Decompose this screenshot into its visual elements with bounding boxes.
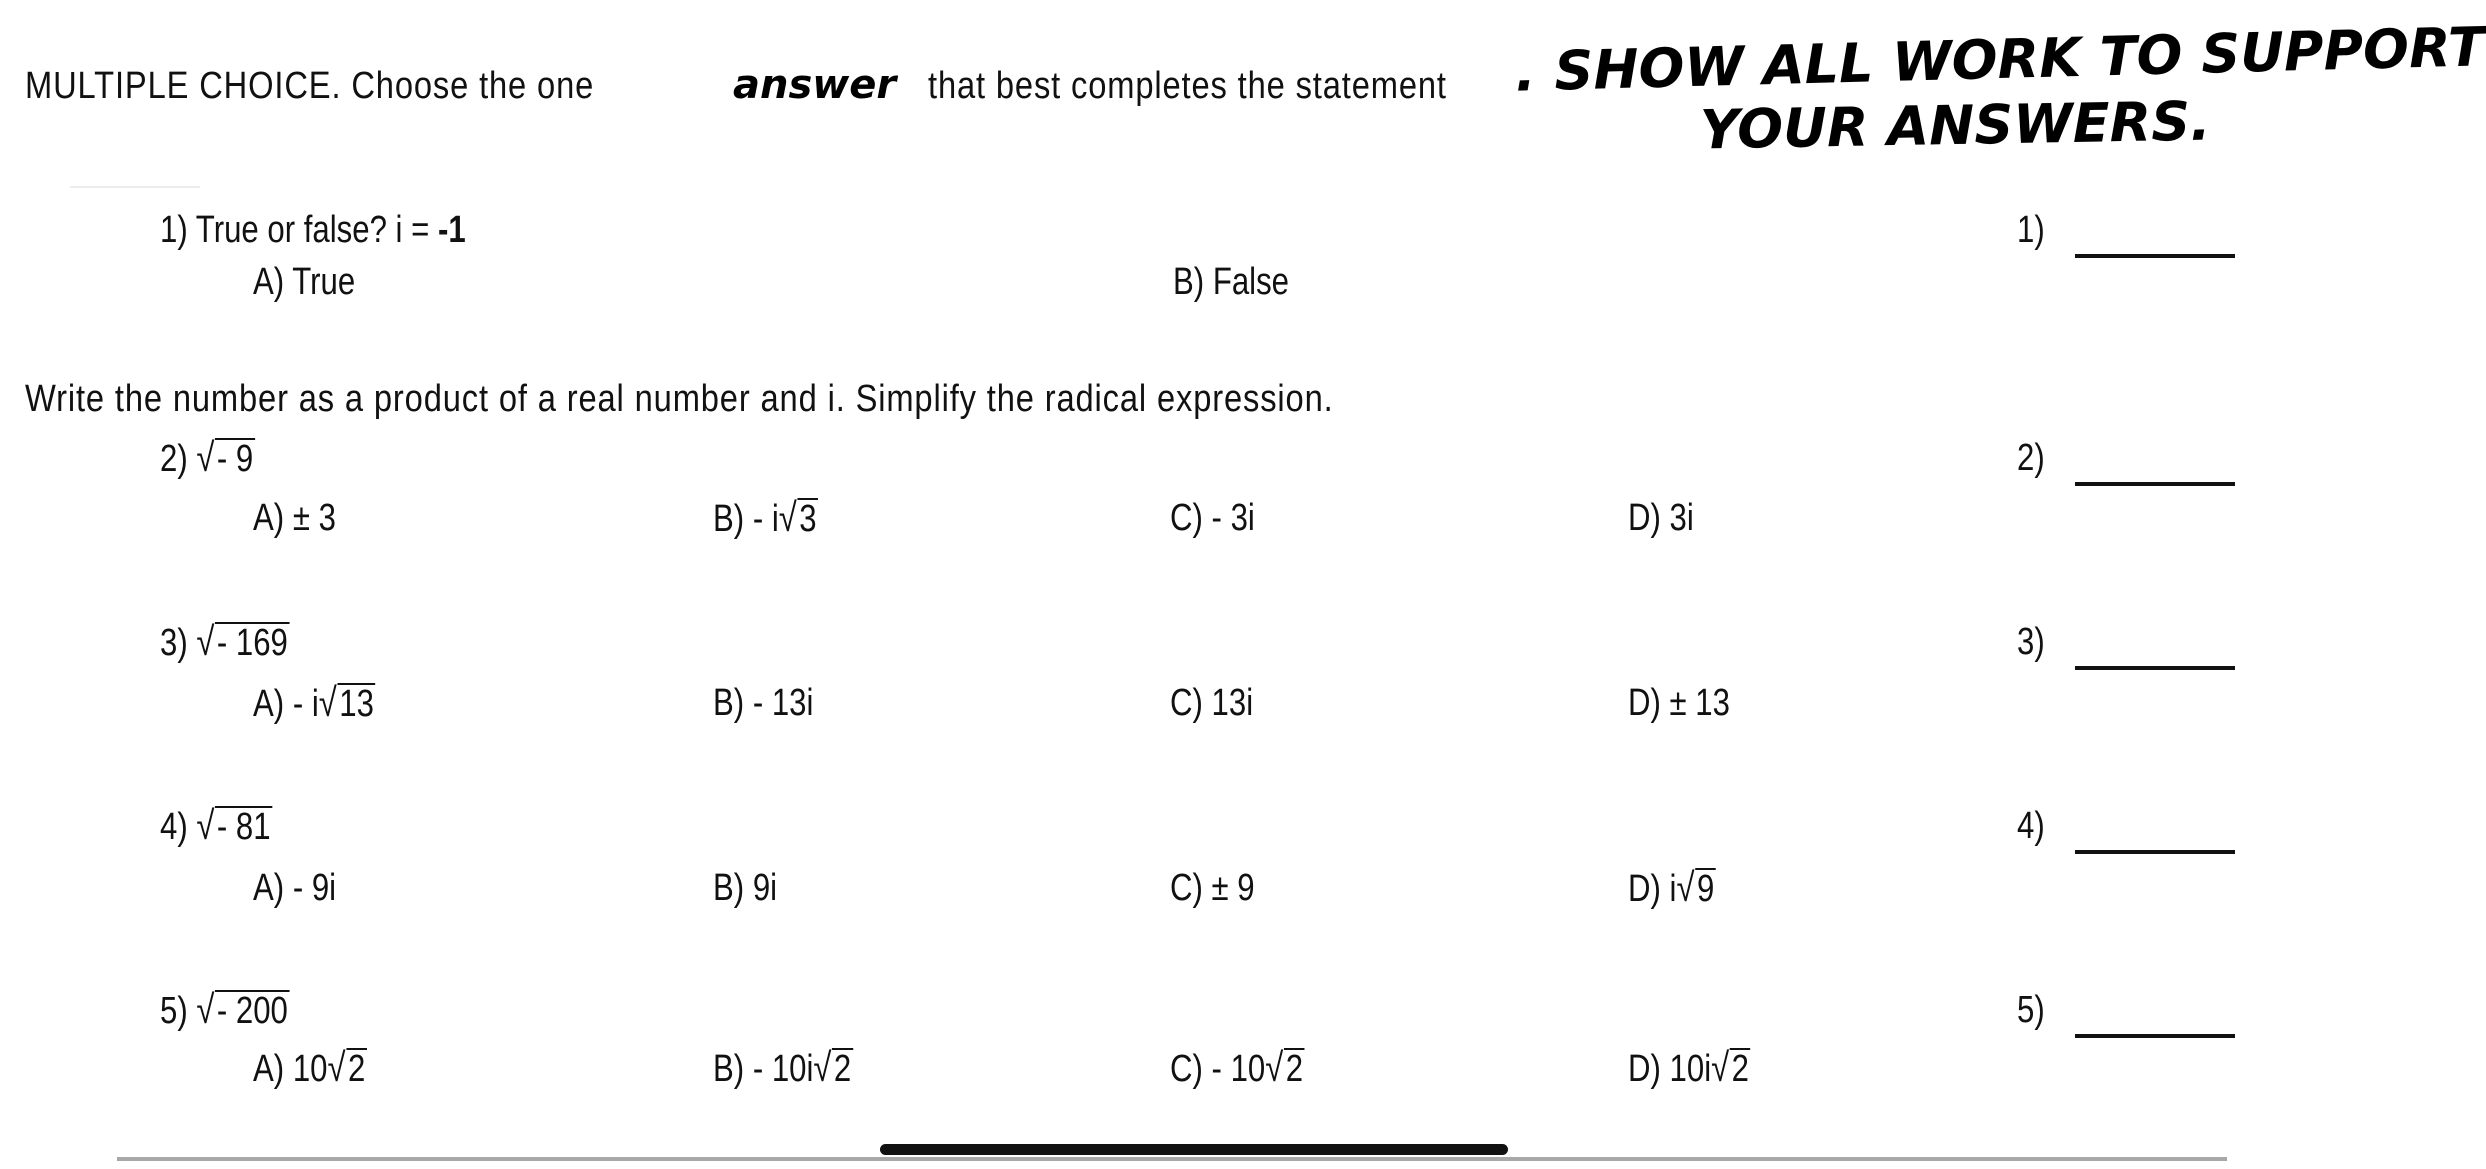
choice-text: ± 13: [1669, 682, 1730, 724]
choice-4d[interactable]: [1628, 866, 1716, 911]
radicand: 2: [1285, 1048, 1304, 1090]
choice-2b[interactable]: [713, 496, 818, 541]
question-number: 5): [160, 990, 188, 1032]
answer-label-2: 2): [2017, 437, 2045, 479]
answer-label-1: 1): [2017, 209, 2045, 251]
sqrt-icon: √: [1265, 1046, 1284, 1090]
handwritten-note-line2: YOUR ANSWERS.: [1699, 89, 2212, 162]
choice-text: ± 3: [292, 497, 336, 539]
choice-text: 9i: [752, 867, 778, 909]
choice-text: 3i: [1669, 497, 1694, 539]
answer-label-4: 4): [2017, 805, 2045, 847]
radicand: - 9: [216, 438, 254, 480]
choice-5d[interactable]: [1628, 1046, 1751, 1091]
choice-3b[interactable]: [713, 681, 813, 725]
answer-blank-4[interactable]: [2075, 850, 2235, 854]
answer-blank-2[interactable]: [2075, 482, 2235, 486]
choice-1a[interactable]: [253, 260, 355, 304]
choice-1b[interactable]: [1173, 260, 1289, 304]
choice-2c[interactable]: [1170, 496, 1255, 540]
choice-label: D): [1628, 868, 1661, 910]
page-divider: [117, 1157, 2227, 1161]
choice-3c[interactable]: [1170, 681, 1253, 725]
instructions-before: MULTIPLE CHOICE. Choose the one: [25, 65, 595, 107]
choice-text: True: [292, 261, 356, 303]
sqrt-icon: √: [813, 1046, 832, 1090]
radicand: 3: [799, 498, 817, 540]
choice-label: C): [1170, 1048, 1203, 1090]
question-2-stem: [160, 436, 255, 481]
radicand: 9: [1696, 868, 1715, 910]
answer-blank-5[interactable]: [2075, 1034, 2235, 1038]
answer-blank-3[interactable]: [2075, 666, 2235, 670]
choice-5b[interactable]: [713, 1046, 853, 1091]
choice-4b[interactable]: [713, 866, 777, 910]
home-indicator[interactable]: [880, 1144, 1508, 1155]
choice-prefix: - i: [292, 683, 319, 725]
choice-label: D): [1628, 682, 1661, 724]
sqrt-icon: √: [318, 681, 337, 725]
question-number: 1): [160, 209, 188, 251]
choice-4a[interactable]: [253, 866, 336, 910]
question-number: 4): [160, 806, 188, 848]
choice-3d[interactable]: [1628, 681, 1730, 725]
choice-text: - 13i: [752, 682, 814, 724]
question-number: 2): [160, 438, 188, 480]
sqrt-icon: √: [196, 804, 215, 848]
choice-2a[interactable]: [253, 496, 336, 540]
choice-text: False: [1212, 261, 1290, 303]
choice-prefix: - i: [752, 498, 779, 540]
instructions-after: that best completes the statement: [928, 65, 1447, 107]
choice-label: B): [713, 682, 745, 724]
radicand: 2: [1731, 1048, 1749, 1090]
question-5-stem: [160, 988, 290, 1033]
question-text: True or false? i =: [195, 209, 438, 251]
radicand: 2: [833, 1048, 852, 1090]
choice-label: C): [1170, 682, 1203, 724]
question-3-stem: [160, 620, 290, 665]
choice-prefix: i: [1669, 868, 1677, 910]
answer-label-5: 5): [2017, 989, 2045, 1031]
choice-label: A): [253, 1048, 285, 1090]
choice-prefix: - 10i: [752, 1048, 814, 1090]
choice-text: ± 9: [1211, 867, 1255, 909]
radicand: - 81: [216, 806, 271, 848]
question-emphasis: -1: [437, 209, 466, 251]
choice-label: B): [713, 498, 745, 540]
choice-2d[interactable]: [1628, 496, 1694, 540]
handwritten-note-line1: . SHOW ALL WORK TO SUPPORT: [1514, 15, 2486, 104]
choice-label: A): [253, 497, 285, 539]
radicand: - 169: [216, 622, 288, 664]
instructions-text: [25, 64, 594, 108]
choice-label: A): [253, 867, 285, 909]
answer-blank-1[interactable]: [2075, 254, 2235, 258]
choice-label: D): [1628, 1048, 1661, 1090]
choice-3a[interactable]: [253, 681, 376, 726]
sqrt-icon: √: [196, 988, 215, 1032]
choice-4c[interactable]: [1170, 866, 1255, 910]
choice-label: D): [1628, 497, 1661, 539]
sqrt-icon: √: [196, 620, 215, 664]
radicand: 13: [339, 683, 374, 725]
choice-prefix: 10i: [1669, 1048, 1712, 1090]
choice-label: A): [253, 261, 285, 303]
choice-5a[interactable]: [253, 1046, 367, 1091]
answer-label-3: 3): [2017, 621, 2045, 663]
question-1-stem: [160, 208, 466, 252]
question-number: 3): [160, 622, 188, 664]
choice-5c[interactable]: [1170, 1046, 1305, 1091]
sqrt-icon: √: [1711, 1046, 1730, 1090]
choice-label: B): [1173, 261, 1205, 303]
choice-label: B): [713, 867, 745, 909]
choice-prefix: 10: [292, 1048, 328, 1090]
choice-text: - 3i: [1211, 497, 1255, 539]
choice-text: - 9i: [292, 867, 337, 909]
choice-prefix: - 10: [1211, 1048, 1266, 1090]
choice-text: 13i: [1211, 682, 1254, 724]
sqrt-icon: √: [327, 1046, 346, 1090]
sqrt-icon: √: [196, 436, 215, 480]
smudge-mark: [70, 186, 200, 188]
sqrt-icon: √: [1676, 866, 1695, 910]
choice-label: A): [253, 683, 285, 725]
question-4-stem: [160, 804, 272, 849]
radicand: 2: [347, 1048, 366, 1090]
section-instructions: Write the number as a product of a real number and i. Simplify the radical expression.: [25, 378, 1334, 420]
choice-label: B): [713, 1048, 745, 1090]
radicand: - 200: [216, 990, 288, 1032]
choice-label: C): [1170, 867, 1203, 909]
sqrt-icon: √: [778, 496, 797, 540]
choice-label: C): [1170, 497, 1203, 539]
handwritten-answer-word: answer: [733, 62, 897, 108]
